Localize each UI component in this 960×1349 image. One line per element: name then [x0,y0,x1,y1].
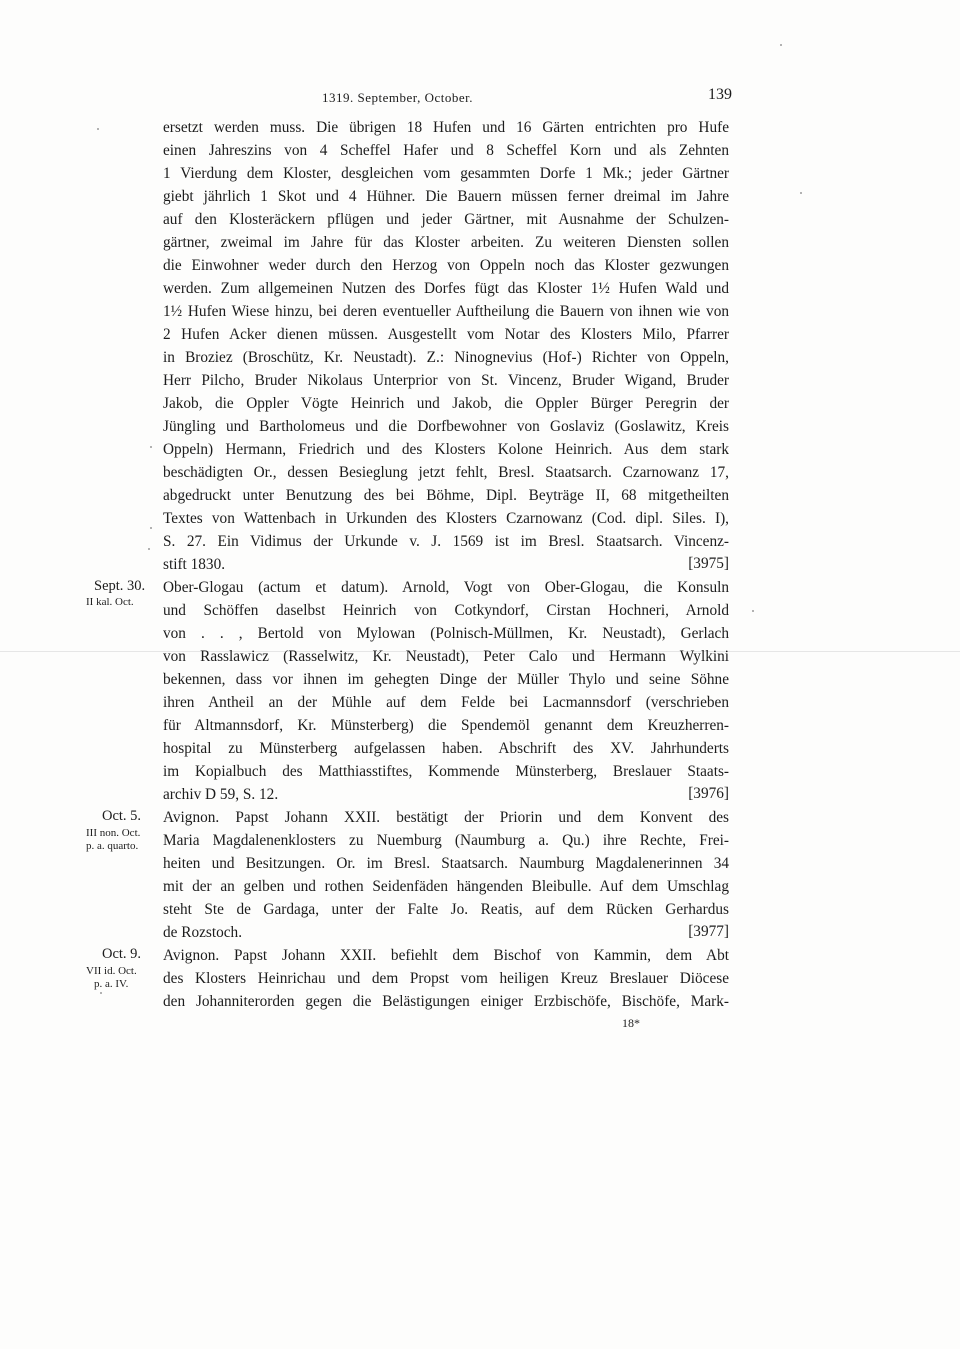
margin-dating-regnal: p. a. IV. [94,978,129,990]
text-line: einen Jahreszins von 4 Scheffel Hafer und 8 Scheffel Korn und als Zehnten [163,142,729,159]
text-line: Maria Magdalenenklosters zu Nuemburg (Naumburg a. Qu.) ihre Rechte, Frei- [163,832,729,849]
entry-number: [3977] [688,923,729,940]
text-line: abgedruckt unter Benutzung des bei Böhme, Dipl. Beyträge II, 68 mitgetheilten [163,487,729,504]
text-line: und Schöffen daselbst Heinrich von Cotkyndorf, Cirstan Hochneri, Arnold [163,602,729,619]
text-line: heiten und Besitzungen. Or. im Bresl. Staatsarch. Naumburg Magdalenerinnen 34 [163,855,729,872]
scan-speck [800,192,802,194]
text-line: den Johanniterorden gegen die Belästigungen einiger Erzbischöfe, Bischöfe, Mark- [163,993,729,1010]
text-line: gärtner, zweimal im Jahre für das Kloster arbeiten. Zu weiteren Diensten sollen [163,234,729,251]
text-line: Textes von Wattenbach in Urkunden des Klosters Czarnowanz (Cod. dipl. Siles. I), [163,510,729,527]
text-line: ihren Antheil an der Mühle auf dem Felde bei Lacmannsdorf (verschrieben [163,694,729,711]
text-line: des Klosters Heinrichau und dem Propst vom heiligen Kreuz Breslauer Diöcese [163,970,729,987]
text-line: in Broziez (Broschütz, Kr. Neustadt). Z.: Ninognevius (Hof-) Richter von Oppeln, [163,349,729,366]
text-line: Avignon. Papst Johann XXII. befiehlt dem Bischof von Kammin, dem Abt [163,947,729,964]
margin-dating-roman: III non. Oct. [86,827,141,839]
text-line: beschädigten Or., dessen Besieglung jetzt fehlt, Bresl. Staatsarch. Czarnowanz 17, [163,464,729,481]
text-line: S. 27. Ein Vidimus der Urkunde v. J. 1569 ist im Bresl. Staatsarch. Vincenz- [163,533,729,550]
text-line: Avignon. Papst Johann XXII. bestätigt der Priorin und dem Konvent des [163,809,729,826]
scan-speck [100,992,102,994]
text-line: Jüngling und Bartholomeus und die Dorfbewohner von Goslaviz (Goslawitz, Kreis [163,418,729,435]
text-line: 1½ Hufen Wiese hinzu, bei deren eventueller Auftheilung die Bauern von ihnen wie von [163,303,729,320]
scan-speck [148,548,150,550]
scan-speck [150,446,152,448]
text-line: für Altmannsdorf, Kr. Münsterberg) die Spendemöl genannt dem Kreuzherren- [163,717,729,734]
running-head: 1319. September, October. [322,90,473,105]
text-line: mit der an gelben und rothen Seidenfäden hängenden Bleibulle. Auf dem Umschlag [163,878,729,895]
text-line: die Einwohner weder durch den Herzog von Oppeln noch das Kloster gezwungen [163,257,729,274]
text-line: Herr Pilcho, Bruder Nikolaus Unterprior von St. Vincenz, Bruder Wigand, Bruder [163,372,729,389]
text-line: stift 1830. [163,556,226,573]
text-line: Oppeln) Hermann, Friedrich und des Klosters Kolone Heinrich. Aus dem stark [163,441,729,458]
text-line: Jakob, die Oppler Vögte Heinrich und Jakob, die Oppler Bürger Peregrin der [163,395,729,412]
text-line: 2 Hufen Acker dienen müssen. Ausgestellt vom Notar des Klosters Milo, Pfarrer [163,326,729,343]
margin-dating-roman: II kal. Oct. [86,596,134,608]
entry-number: [3975] [688,555,729,572]
text-line: werden. Zum allgemeinen Nutzen des Dorfes fügt das Kloster 1½ Hufen Wald und [163,280,729,297]
text-line: ersetzt werden muss. Die übrigen 18 Hufen und 16 Gärten entrichten pro Hufe [163,119,729,136]
text-line: auf den Klosteräckern pflügen und jeder Gärtner, mit Ausnahme der Schulzen- [163,211,729,228]
scan-speck [97,128,99,130]
margin-date: Oct. 5. [102,808,142,824]
margin-dating-roman: VII id. Oct. [86,965,137,977]
text-line: archiv D 59, S. 12. [163,786,279,803]
entry-number: [3976] [688,785,729,802]
scan-speck [780,44,782,46]
scan-speck [150,527,152,529]
text-line: steht Ste de Gardaga, unter der Falte Jo. Reatis, auf dem Rücken Gerhardus [163,901,729,918]
signature-mark: 18* [622,1016,640,1030]
text-line: bekennen, dass vor ihnen im gehegten Dinge der Müller Thylo und seine Söhne [163,671,729,688]
margin-dating-regnal: p. a. quarto. [86,840,139,852]
text-line: 1 Vierdung dem Kloster, desgleichen vom gesammten Dorfe 1 Mk.; jeder Gärtner [163,165,729,182]
text-line: hospital zu Münsterberg aufgelassen haben. Abschrift des XV. Jahrhunderts [163,740,729,757]
page-number: 139 [708,86,732,103]
text-line: de Rozstoch. [163,924,243,941]
text-line: von Rasslawicz (Rasselwitz, Kr. Neustadt), Peter Calo und Hermann Wylkini [163,648,729,665]
text-line: Ober-Glogau (actum et datum). Arnold, Vogt von Ober-Glogau, die Konsuln [163,579,729,596]
text-line: giebt jährlich 1 Skot und 4 Hühner. Die Bauern müssen ferner dreimal im Jahre [163,188,729,205]
text-line: im Kopialbuch des Matthiasstiftes, Kommende Münsterberg, Breslauer Staats- [163,763,729,780]
margin-date: Sept. 30. [94,578,146,594]
scan-speck [752,610,754,612]
text-line: von . . , Bertold von Mylowan (Polnisch-Müllmen, Kr. Neustadt), Gerlach [163,625,729,642]
margin-date: Oct. 9. [102,946,142,962]
